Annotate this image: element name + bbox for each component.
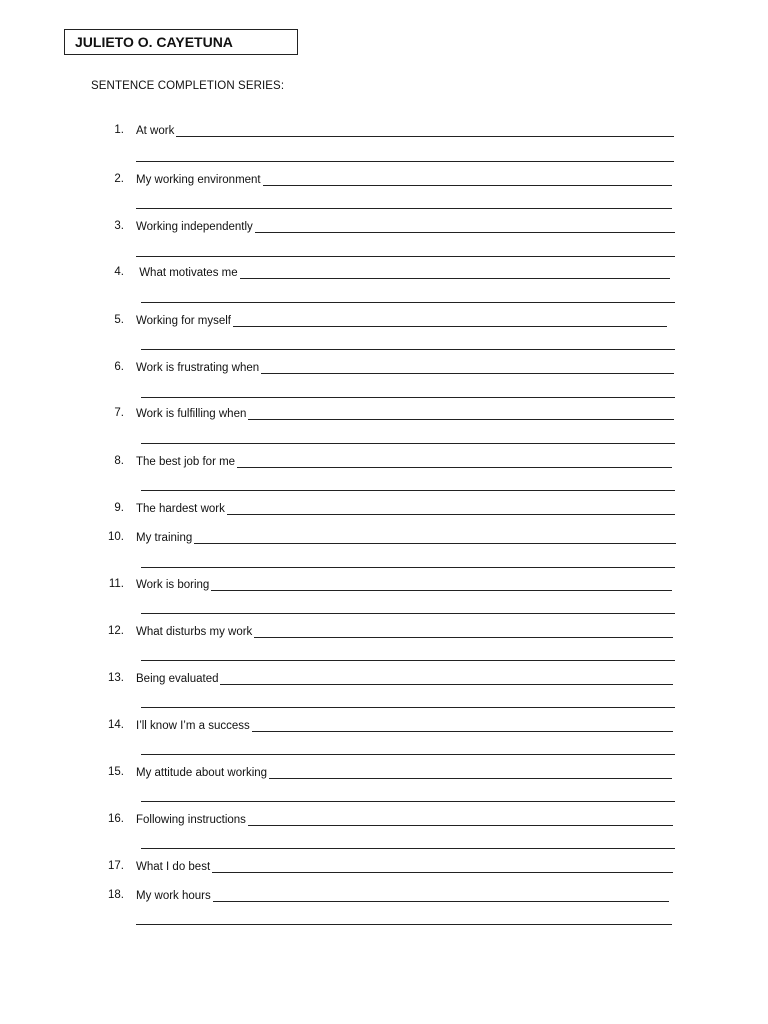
item-number: 18. bbox=[108, 889, 124, 901]
item-prompt: What I do best bbox=[136, 861, 211, 873]
answer-continuation-line[interactable] bbox=[141, 754, 675, 755]
item-number: 1. bbox=[114, 124, 124, 136]
answer-rule bbox=[269, 766, 672, 779]
series-title: SENTENCE COMPLETION SERIES: bbox=[91, 80, 285, 92]
item-prompt: Working independently bbox=[136, 221, 253, 233]
answer-line[interactable] bbox=[136, 672, 673, 685]
answer-continuation-line[interactable] bbox=[136, 256, 675, 257]
answer-rule bbox=[255, 220, 675, 233]
item-number: 6. bbox=[114, 361, 124, 373]
item-prompt: Work is frustrating when bbox=[136, 362, 260, 374]
answer-rule bbox=[213, 889, 669, 902]
answer-line[interactable] bbox=[136, 173, 672, 186]
item-number: 4. bbox=[114, 266, 124, 278]
answer-line[interactable] bbox=[136, 407, 674, 420]
answer-continuation-line[interactable] bbox=[141, 349, 675, 350]
answer-rule bbox=[194, 531, 676, 544]
answer-line[interactable] bbox=[136, 502, 675, 515]
answer-line[interactable] bbox=[136, 889, 669, 902]
answer-rule bbox=[263, 173, 672, 186]
answer-continuation-line[interactable] bbox=[141, 660, 675, 661]
answer-rule bbox=[252, 719, 673, 732]
item-number: 5. bbox=[114, 314, 124, 326]
item-prompt: My work hours bbox=[136, 890, 211, 902]
item-number: 17. bbox=[108, 860, 124, 872]
answer-rule bbox=[211, 578, 672, 591]
answer-rule bbox=[254, 625, 673, 638]
answer-rule bbox=[212, 860, 673, 873]
answer-rule bbox=[220, 672, 673, 685]
item-prompt: Being evaluated bbox=[136, 673, 219, 685]
answer-rule bbox=[248, 407, 674, 420]
answer-continuation-line[interactable] bbox=[141, 443, 675, 444]
answer-line[interactable] bbox=[136, 220, 675, 233]
item-number: 16. bbox=[108, 813, 124, 825]
item-prompt: What disturbs my work bbox=[136, 626, 253, 638]
answer-rule bbox=[233, 314, 667, 327]
answer-continuation-line[interactable] bbox=[141, 567, 675, 568]
answer-line[interactable] bbox=[136, 860, 673, 873]
item-prompt: My working environment bbox=[136, 174, 261, 186]
item-prompt: Following instructions bbox=[136, 814, 246, 826]
answer-continuation-line[interactable] bbox=[141, 397, 675, 398]
answer-continuation-line[interactable] bbox=[136, 161, 674, 162]
item-number: 10. bbox=[108, 531, 124, 543]
item-prompt: The hardest work bbox=[136, 503, 225, 515]
answer-line[interactable] bbox=[136, 531, 676, 544]
answer-continuation-line[interactable] bbox=[141, 302, 675, 303]
answer-line[interactable] bbox=[136, 266, 670, 279]
answer-continuation-line[interactable] bbox=[141, 707, 675, 708]
item-prompt: I’ll know I’m a success bbox=[136, 720, 250, 732]
item-number: 8. bbox=[114, 455, 124, 467]
answer-line[interactable] bbox=[136, 124, 674, 137]
answer-line[interactable] bbox=[136, 578, 672, 591]
item-prompt: Working for myself bbox=[136, 315, 232, 327]
item-number: 7. bbox=[114, 407, 124, 419]
item-prompt: At work bbox=[136, 125, 175, 137]
answer-continuation-line[interactable] bbox=[141, 801, 675, 802]
answer-rule bbox=[176, 124, 674, 137]
item-number: 3. bbox=[114, 220, 124, 232]
answer-line[interactable] bbox=[136, 813, 673, 826]
item-number: 12. bbox=[108, 625, 124, 637]
answer-rule bbox=[240, 266, 670, 279]
answer-line[interactable] bbox=[136, 455, 672, 468]
answer-continuation-line[interactable] bbox=[141, 613, 675, 614]
item-number: 15. bbox=[108, 766, 124, 778]
item-number: 11. bbox=[108, 578, 124, 590]
answer-line[interactable] bbox=[136, 625, 673, 638]
item-prompt: The best job for me bbox=[136, 456, 236, 468]
item-prompt: My training bbox=[136, 532, 193, 544]
name-box: JULIETO O. CAYETUNA bbox=[64, 29, 298, 55]
answer-rule bbox=[237, 455, 672, 468]
item-number: 14. bbox=[108, 719, 124, 731]
answer-continuation-line[interactable] bbox=[136, 208, 672, 209]
answer-rule bbox=[227, 502, 675, 515]
answer-continuation-line[interactable] bbox=[141, 490, 675, 491]
answer-line[interactable] bbox=[136, 719, 673, 732]
item-prompt: Work is boring bbox=[136, 579, 210, 591]
answer-line[interactable] bbox=[136, 361, 674, 374]
item-number: 2. bbox=[114, 173, 124, 185]
answer-rule bbox=[248, 813, 673, 826]
item-prompt: What motivates me bbox=[136, 267, 238, 279]
answer-continuation-line[interactable] bbox=[141, 848, 675, 849]
item-number: 9. bbox=[114, 502, 124, 514]
answer-line[interactable] bbox=[136, 766, 672, 779]
answer-rule bbox=[261, 361, 674, 374]
item-number: 13. bbox=[108, 672, 124, 684]
answer-line[interactable] bbox=[136, 314, 667, 327]
answer-continuation-line[interactable] bbox=[136, 924, 672, 925]
item-prompt: Work is fulfilling when bbox=[136, 408, 247, 420]
item-prompt: My attitude about working bbox=[136, 767, 268, 779]
